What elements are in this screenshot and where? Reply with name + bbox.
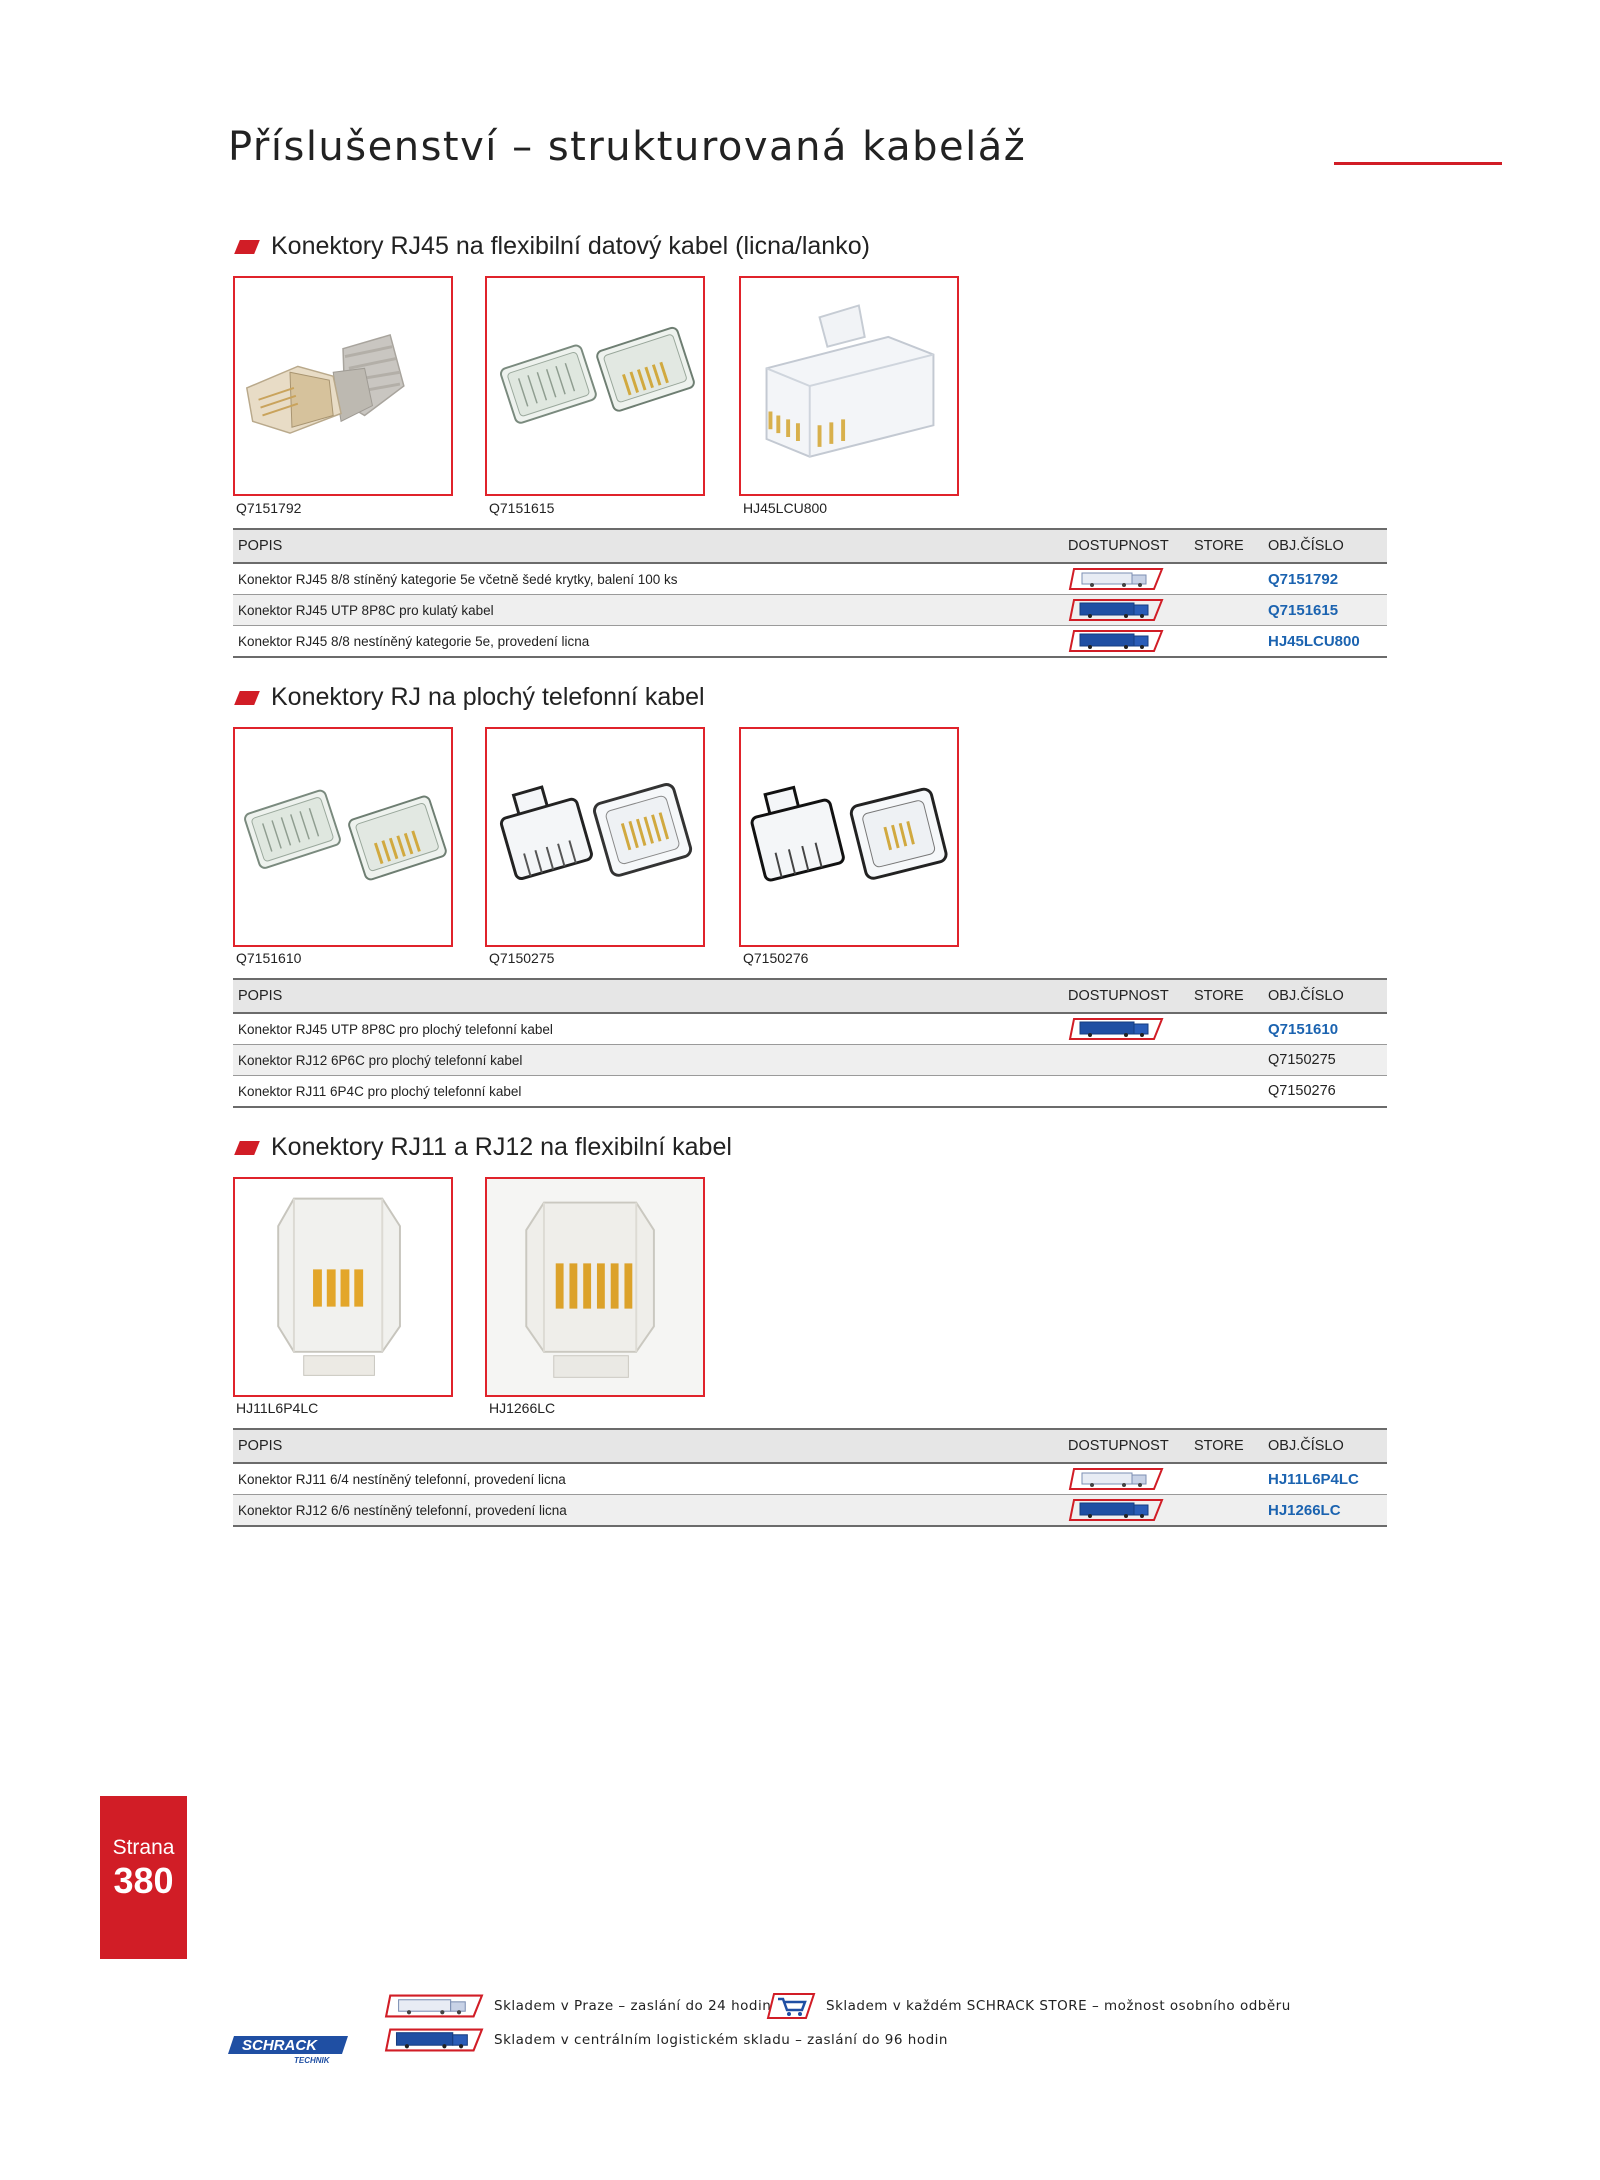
order-number-link[interactable]: Q7151615	[1263, 595, 1387, 626]
truck-blue-icon	[1068, 1498, 1164, 1522]
svg-text:SCHRACK: SCHRACK	[242, 2037, 317, 2054]
column-header-obj: OBJ.ČÍSLO	[1263, 529, 1387, 563]
truck-white-icon	[384, 1992, 484, 2020]
shopping-cart-icon	[766, 1992, 816, 2020]
rj45-large-image	[741, 278, 957, 494]
truck-white-icon	[1068, 1467, 1164, 1491]
product-code: Q7151792	[236, 500, 302, 516]
order-number: Q7150276	[1263, 1076, 1387, 1108]
product-code: Q7150276	[743, 950, 809, 966]
row-description: Konektor RJ11 6P4C pro plochý telefonní kabel	[233, 1076, 1063, 1108]
order-number: Q7150275	[1263, 1045, 1387, 1076]
product-image-rj11-gold[interactable]	[233, 1177, 453, 1397]
rj45-pair-image	[487, 278, 703, 494]
product-image-rj45-pair[interactable]	[233, 727, 453, 947]
order-number-link[interactable]: Q7151610	[1263, 1013, 1387, 1045]
row-description: Konektor RJ45 8/8 nestíněný kategorie 5e, provedení licna	[233, 626, 1063, 658]
truck-blue-icon	[1068, 598, 1164, 622]
column-header-popis: POPIS	[233, 979, 1063, 1013]
row-description: Konektor RJ45 8/8 stíněný kategorie 5e včetně šedé krytky, balení 100 ks	[233, 563, 1063, 595]
page-title: Příslušenství – strukturovaná kabeláž	[228, 124, 1027, 170]
page-number: 380	[113, 1860, 174, 1901]
page-tab-label: Strana	[112, 1836, 175, 1859]
store-cell	[1189, 1495, 1263, 1527]
store-cell	[1189, 595, 1263, 626]
column-header-popis: POPIS	[233, 1429, 1063, 1463]
store-cell	[1189, 1013, 1263, 1045]
section-heading	[235, 232, 870, 261]
section-bullet-icon	[234, 691, 260, 705]
product-image-rj12-pair[interactable]	[485, 727, 705, 947]
product-table	[233, 1428, 1387, 1527]
column-header-obj: OBJ.ČÍSLO	[1263, 1429, 1387, 1463]
legend-item-central	[384, 2026, 948, 2054]
table-row	[233, 1045, 1387, 1076]
order-number-link[interactable]: HJ1266LC	[1263, 1495, 1387, 1527]
availability-cell	[1063, 1045, 1189, 1076]
table-row	[233, 563, 1387, 595]
truck-blue-icon	[1068, 1017, 1164, 1041]
row-description: Konektor RJ12 6P6C pro plochý telefonní kabel	[233, 1045, 1063, 1076]
product-image-rj45-pair[interactable]	[485, 276, 705, 496]
column-header-store: STORE	[1189, 1429, 1263, 1463]
store-cell	[1189, 1463, 1263, 1495]
row-description: Konektor RJ45 UTP 8P8C pro kulatý kabel	[233, 595, 1063, 626]
rj12-pair-image	[487, 729, 703, 945]
product-table	[233, 528, 1387, 658]
page-number-tab	[100, 1796, 187, 1959]
store-cell	[1189, 1076, 1263, 1108]
order-number-link[interactable]: Q7151792	[1263, 563, 1387, 595]
table-row	[233, 1463, 1387, 1495]
product-code: Q7151615	[489, 500, 555, 516]
row-description: Konektor RJ45 UTP 8P8C pro plochý telefonní kabel	[233, 1013, 1063, 1045]
product-table	[233, 978, 1387, 1108]
section-bullet-icon	[234, 1141, 260, 1155]
section-heading	[235, 1133, 732, 1162]
product-code: HJ45LCU800	[743, 500, 828, 516]
section-heading-text: Konektory RJ na plochý telefonní kabel	[271, 683, 705, 711]
product-code: HJ1266LC	[489, 1400, 556, 1416]
rj45-pair-image	[235, 729, 451, 945]
title-rule	[1334, 162, 1502, 165]
table-row	[233, 1076, 1387, 1108]
section-heading	[235, 683, 705, 712]
product-image-rj45-shielded-boot[interactable]	[233, 276, 453, 496]
product-image-rj12-gold[interactable]	[485, 1177, 705, 1397]
store-cell	[1189, 1045, 1263, 1076]
product-code: Q7151610	[236, 950, 302, 966]
truck-blue-icon	[1068, 629, 1164, 653]
availability-cell	[1063, 626, 1189, 658]
availability-cell	[1063, 595, 1189, 626]
column-header-obj: OBJ.ČÍSLO	[1263, 979, 1387, 1013]
order-number-link[interactable]: HJ11L6P4LC	[1263, 1463, 1387, 1495]
truck-blue-icon	[384, 2026, 484, 2054]
availability-cell	[1063, 1076, 1189, 1108]
section-bullet-icon	[234, 240, 260, 254]
column-header-dostupnost: DOSTUPNOST	[1063, 529, 1189, 563]
store-cell	[1189, 626, 1263, 658]
table-row	[233, 626, 1387, 658]
rj11-gold-image	[235, 1179, 451, 1395]
product-code: HJ11L6P4LC	[236, 1400, 319, 1416]
legend-text: Skladem v Praze – zaslání do 24 hodin	[494, 1998, 772, 2014]
section-heading-text: Konektory RJ45 na flexibilní datový kabel (licna/lanko)	[271, 232, 870, 260]
column-header-dostupnost: DOSTUPNOST	[1063, 979, 1189, 1013]
availability-cell	[1063, 563, 1189, 595]
row-description: Konektor RJ12 6/6 nestíněný telefonní, provedení licna	[233, 1495, 1063, 1527]
rj12-gold-image	[487, 1179, 703, 1395]
truck-white-icon	[1068, 567, 1164, 591]
table-row	[233, 1495, 1387, 1527]
availability-cell	[1063, 1495, 1189, 1527]
section-heading-text: Konektory RJ11 a RJ12 na flexibilní kabel	[271, 1133, 732, 1161]
legend-text: Skladem v centrálním logistickém skladu – zaslání do 96 hodin	[494, 2032, 948, 2048]
legend-item-prague	[384, 1992, 771, 2020]
table-row	[233, 1013, 1387, 1045]
product-code: Q7150275	[489, 950, 555, 966]
rj11-pair-image	[741, 729, 957, 945]
svg-text:TECHNIK: TECHNIK	[294, 2056, 330, 2064]
row-description: Konektor RJ11 6/4 nestíněný telefonní, provedení licna	[233, 1463, 1063, 1495]
order-number-link[interactable]: HJ45LCU800	[1263, 626, 1387, 658]
availability-cell	[1063, 1463, 1189, 1495]
store-cell	[1189, 563, 1263, 595]
schrack-logo	[228, 2034, 350, 2064]
product-image-rj11-pair[interactable]	[739, 727, 959, 947]
legend-item-store	[766, 1992, 1291, 2020]
availability-cell	[1063, 1013, 1189, 1045]
legend-text: Skladem v každém SCHRACK STORE – možnost osobního odběru	[826, 1998, 1291, 2014]
column-header-popis: POPIS	[233, 529, 1063, 563]
column-header-dostupnost: DOSTUPNOST	[1063, 1429, 1189, 1463]
column-header-store: STORE	[1189, 529, 1263, 563]
product-image-rj45-large[interactable]	[739, 276, 959, 496]
table-row	[233, 595, 1387, 626]
rj45-shielded-with-boot-image	[235, 278, 451, 494]
column-header-store: STORE	[1189, 979, 1263, 1013]
